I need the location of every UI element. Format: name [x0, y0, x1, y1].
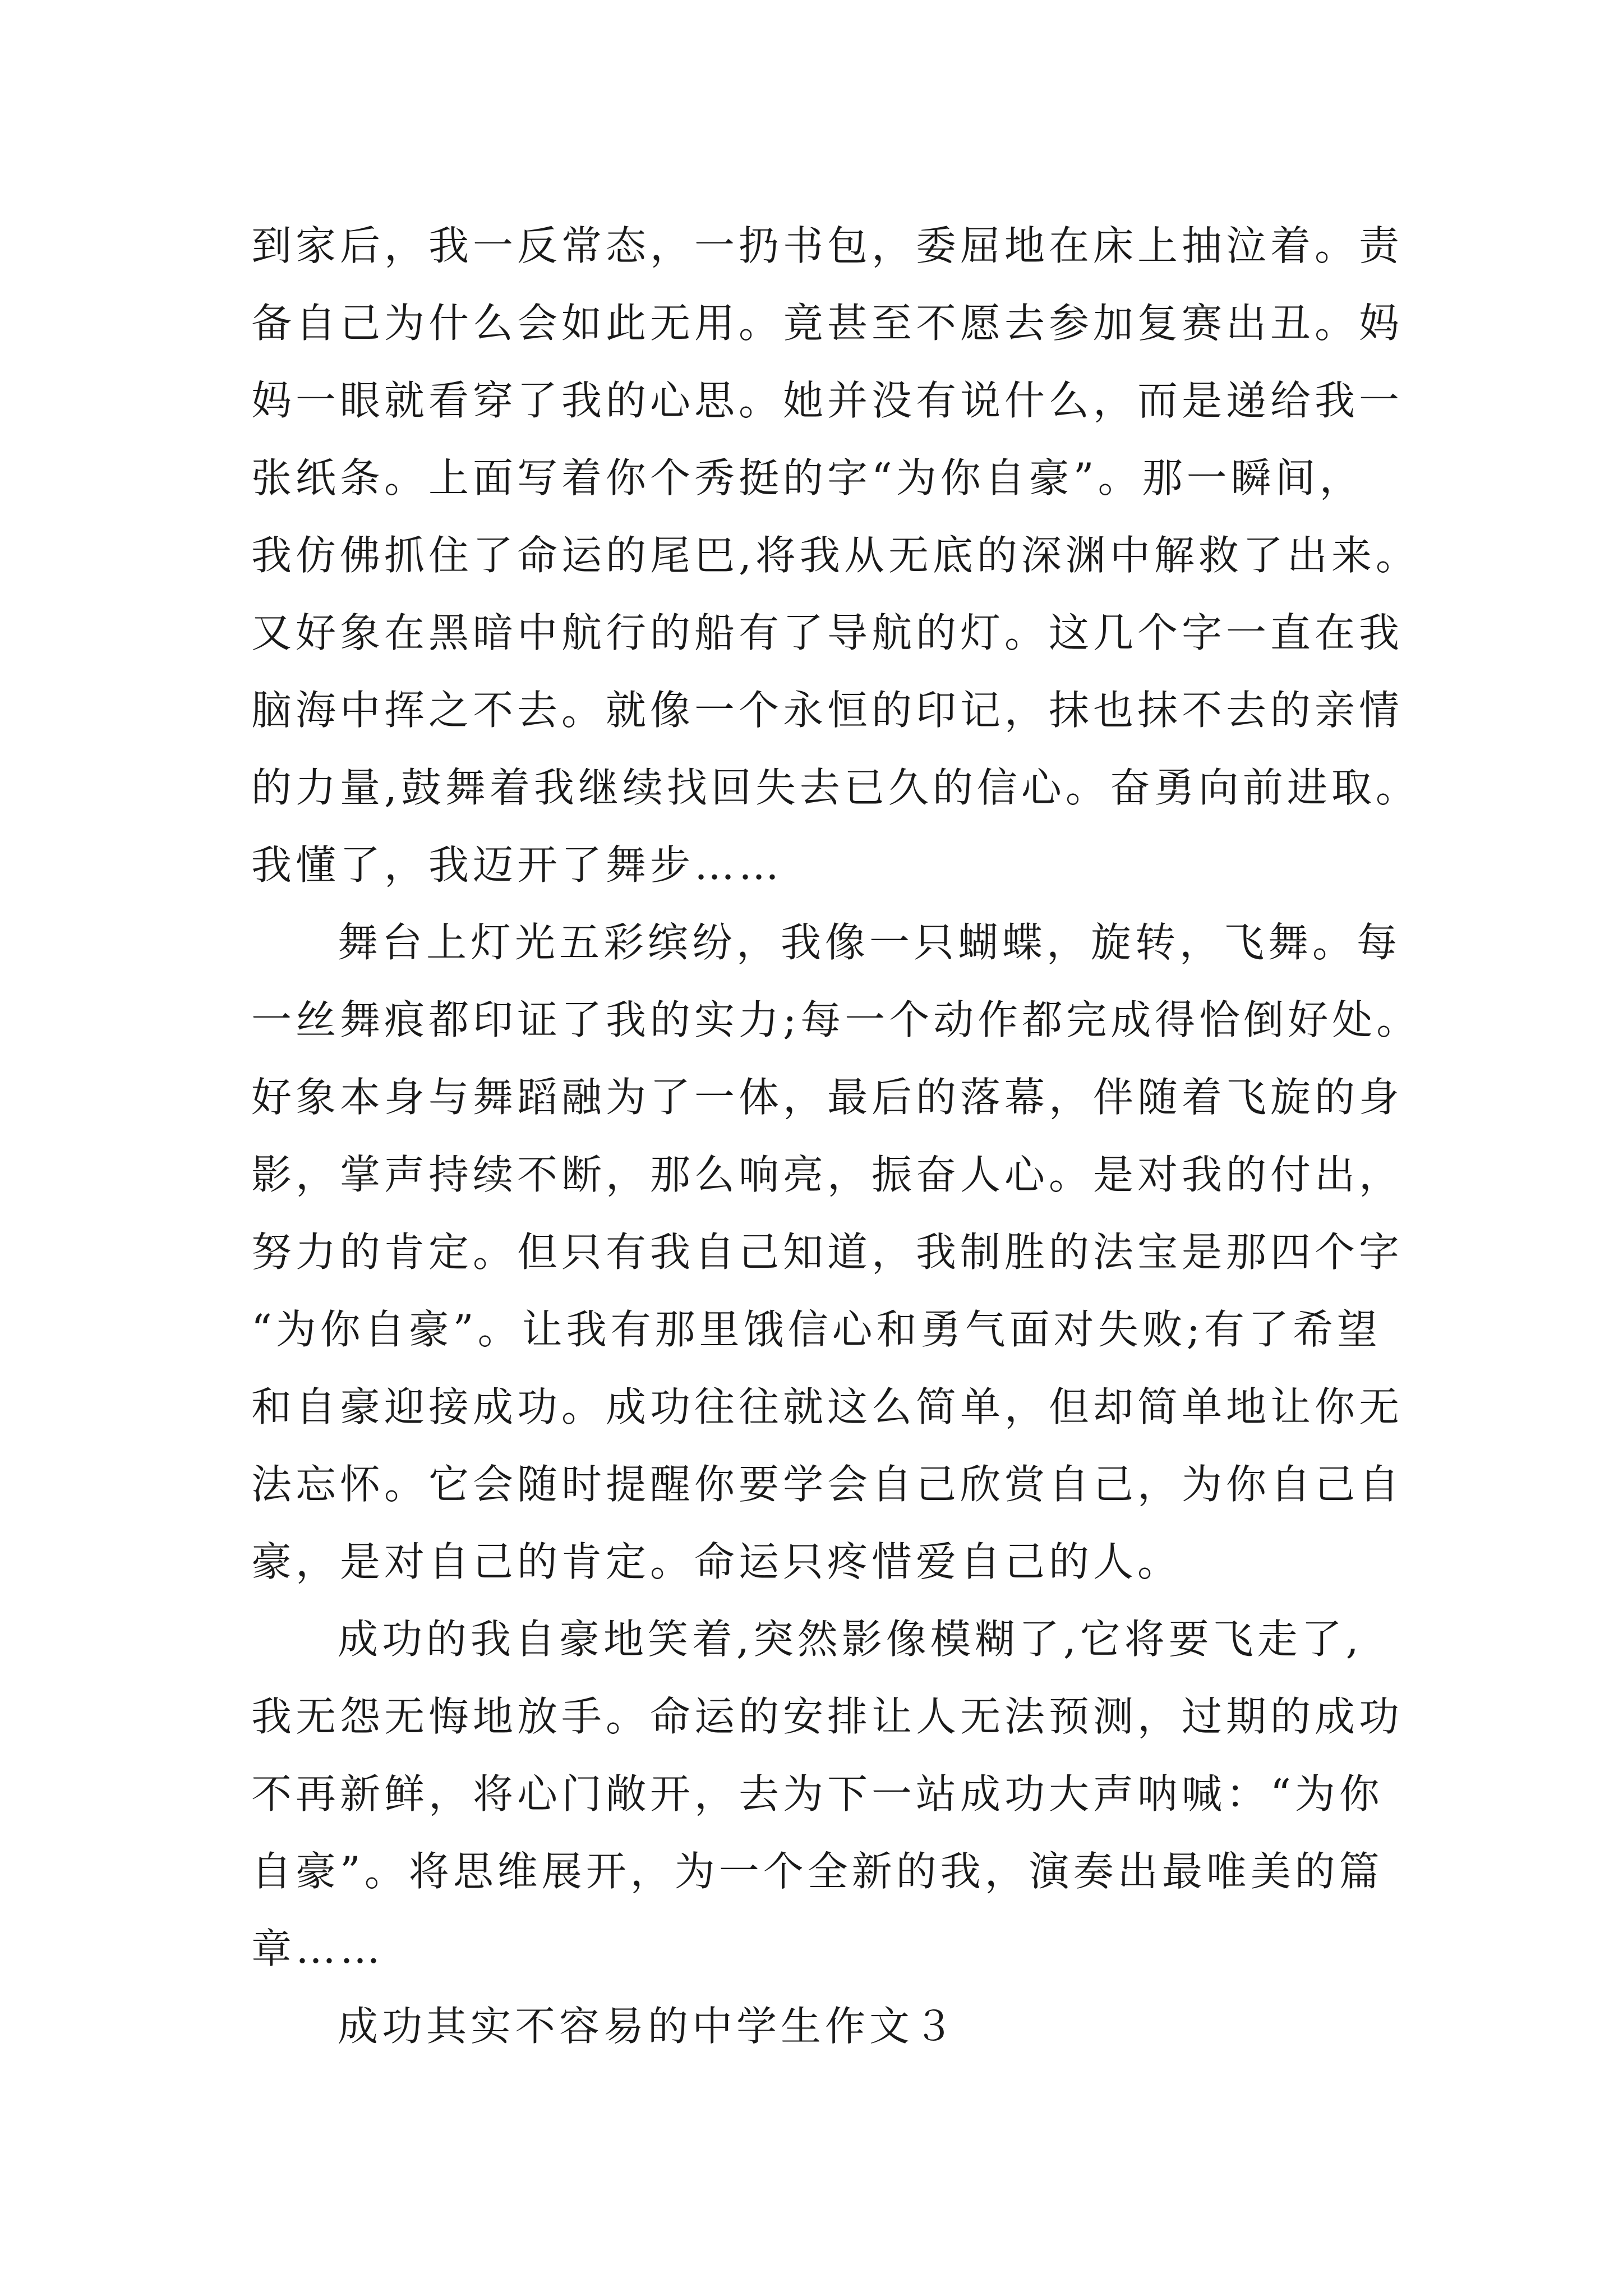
text-line: 努力的肯定。但只有我自己知道，我制胜的法宝是那四个字 — [251, 1228, 1404, 1276]
text-line: 好象本身与舞蹈融为了一体，最后的落幕，伴随着飞旋的身 — [251, 1074, 1404, 1121]
text-line: 的力量,鼓舞着我继续找回失去已久的信心。奋勇向前进取。 — [251, 764, 1420, 811]
text-line: 法忘怀。它会随时提醒你要学会自己欣赏自己，为你自己自 — [251, 1461, 1404, 1508]
text-line: “为你自豪”。让我有那里饿信心和勇气面对失败;有了希望 — [251, 1306, 1381, 1353]
text-line: 一丝舞痕都印证了我的实力;每一个动作都完成得恰倒好处。 — [251, 996, 1421, 1043]
text-line: 影，掌声持续不断，那么响亮，振奋人心。是对我的付出， — [251, 1151, 1404, 1198]
text-line: 豪，是对自己的肯定。命运只疼惜爱自己的人。 — [251, 1538, 1182, 1585]
text-line: 妈一眼就看穿了我的心思。她并没有说什么，而是递给我一 — [251, 377, 1404, 424]
text-line: 我仿佛抓住了命运的尾巴,将我从无底的深渊中解救了出来。 — [251, 532, 1420, 579]
text-line: 章…… — [251, 1925, 385, 1972]
paragraph-start-line: 成功的我自豪地笑着,突然影像模糊了,它将要飞走了, — [338, 1616, 1363, 1663]
text-line: 到家后，我一反常态，一扔书包，委屈地在床上抽泣着。责 — [251, 222, 1404, 269]
text-line: 备自己为什么会如此无用。竟甚至不愿去参加复赛出丑。妈 — [251, 300, 1404, 347]
section-heading: 成功其实不容易的中学生作文３ — [338, 2003, 958, 2050]
paragraph-start-line: 舞台上灯光五彩缤纷，我像一只蝴蝶，旋转，飞舞。每 — [338, 919, 1401, 966]
text-line: 我无怨无悔地放手。命运的安排让人无法预测，过期的成功 — [251, 1693, 1404, 1740]
text-line: 和自豪迎接成功。成功往往就这么简单，但却简单地让你无 — [251, 1383, 1404, 1430]
text-line: 脑海中挥之不去。就像一个永恒的印记，抹也抹不去的亲情 — [251, 687, 1404, 734]
text-line: 我懂了，我迈开了舞步…… — [251, 841, 783, 889]
text-line: 不再新鲜，将心门敞开，去为下一站成功大声呐喊：“为你 — [251, 1770, 1384, 1818]
text-line: 自豪”。将思维展开，为一个全新的我，演奏出最唯美的篇 — [251, 1848, 1384, 1895]
text-line: 又好象在黑暗中航行的船有了导航的灯。这几个字一直在我 — [251, 609, 1404, 656]
text-line: 张纸条。上面写着你个秀挺的字“为你自豪”。那一瞬间， — [251, 454, 1364, 501]
